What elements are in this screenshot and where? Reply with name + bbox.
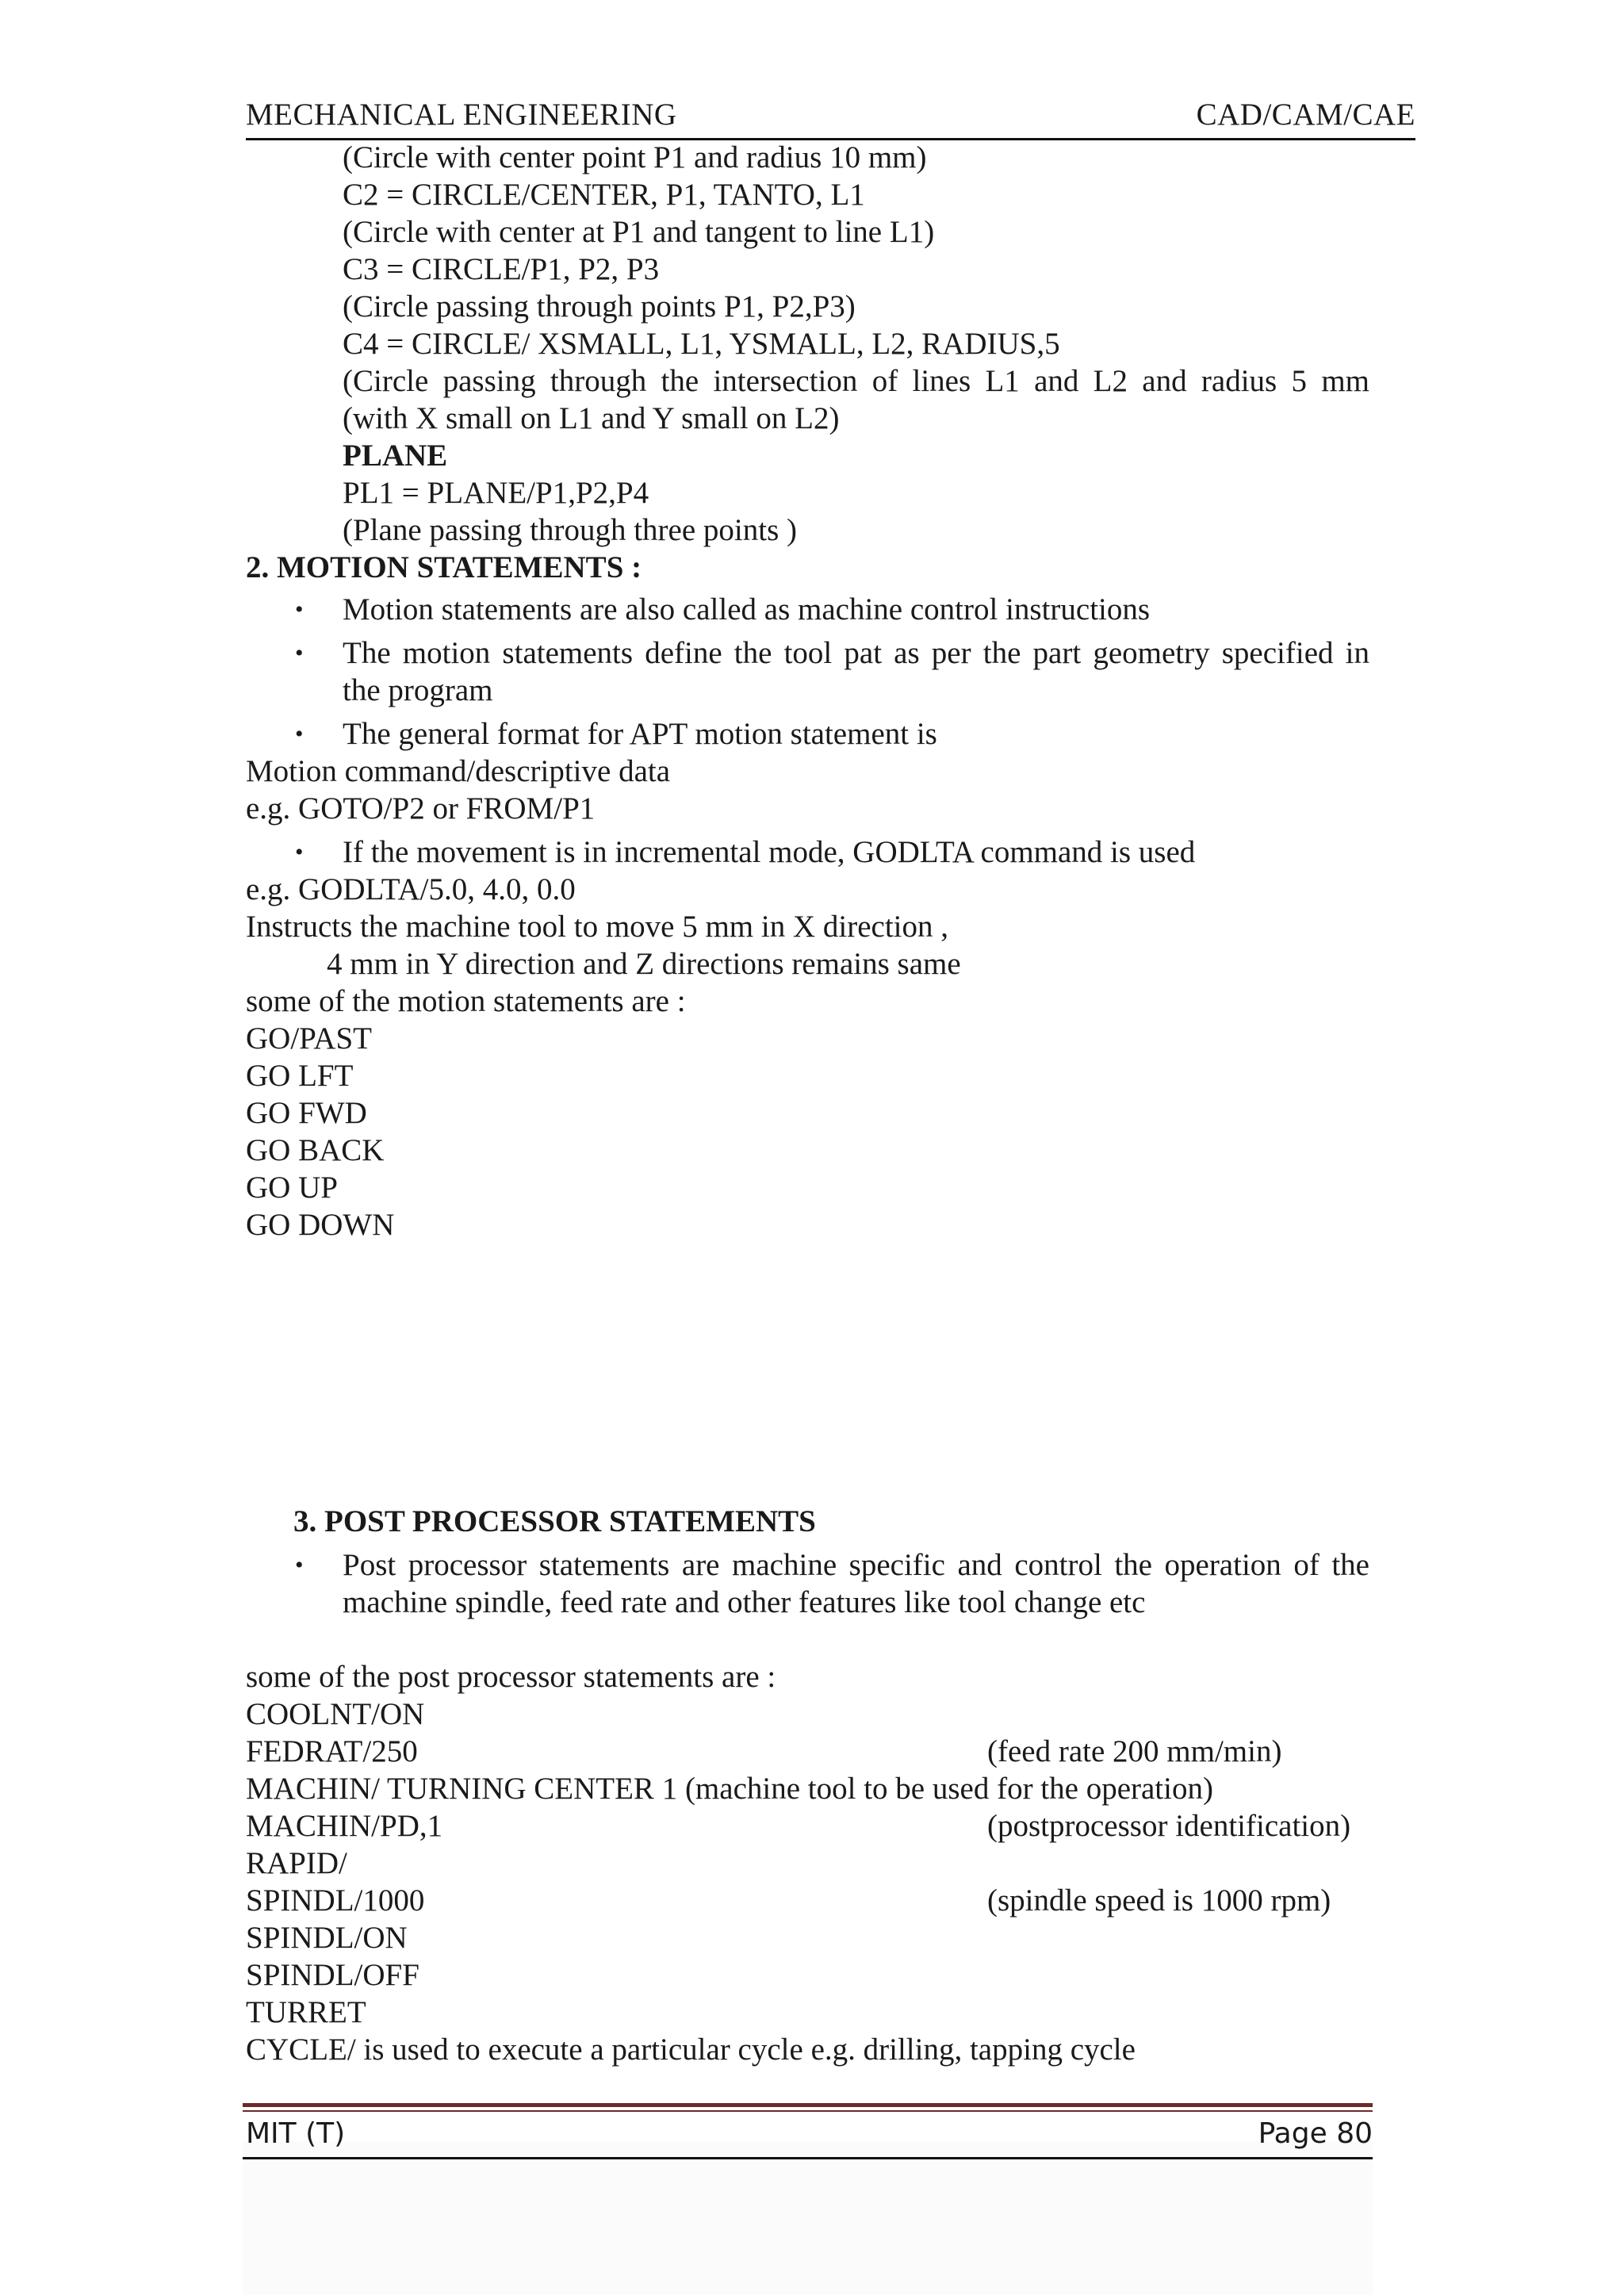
motion-list-item: GO UP — [246, 1170, 338, 1205]
footer-divider-thick — [243, 2103, 1373, 2107]
bullet-icon: • — [295, 596, 304, 623]
circle-c4-comment-cont: (with X small on L1 and Y small on L2) — [343, 401, 840, 435]
post-list-comment: (spindle speed is 1000 rpm) — [987, 1883, 1331, 1918]
bullet-motion-2-cont: the program — [343, 673, 493, 707]
motion-list-item: GO FWD — [246, 1096, 367, 1130]
post-list-intro: some of the post processor statements are : — [246, 1660, 776, 1694]
godlta-explanation-cont: 4 mm in Y direction and Z directions remains same — [327, 947, 961, 981]
circle-c2-comment: (Circle with center at P1 and tangent to line L1) — [343, 215, 935, 249]
footer-bottom-divider — [243, 2157, 1373, 2159]
bullet-motion-1: Motion statements are also called as machine control instructions — [343, 592, 1151, 626]
post-list-item: FEDRAT/250 — [246, 1734, 418, 1768]
post-list-item: TURRET — [246, 1995, 366, 2029]
post-list-comment: (postprocessor identification) — [987, 1809, 1351, 1843]
section-2-heading: 2. MOTION STATEMENTS : — [246, 550, 642, 584]
post-list-item: SPINDL/ON — [246, 1921, 408, 1955]
bullet-icon: • — [295, 1552, 304, 1578]
section-3-heading: 3. POST PROCESSOR STATEMENTS — [293, 1504, 816, 1538]
motion-list-item: GO DOWN — [246, 1208, 395, 1242]
plane-heading: PLANE — [343, 439, 448, 473]
page-bottom-shade — [243, 2141, 1373, 2295]
motion-example: e.g. GOTO/P2 or FROM/P1 — [246, 791, 596, 826]
post-list-item: RAPID/ — [246, 1846, 347, 1880]
bullet-icon: • — [295, 839, 304, 865]
circle-c2-statement: C2 = CIRCLE/CENTER, P1, TANTO, L1 — [343, 178, 865, 212]
circle-c3-statement: C3 = CIRCLE/P1, P2, P3 — [343, 252, 660, 286]
footer-institution: MIT (T) — [246, 2117, 346, 2150]
godlta-explanation: Instructs the machine tool to move 5 mm in X direction , — [246, 910, 948, 944]
post-list-item: SPINDL/1000 — [246, 1883, 425, 1918]
post-list-item: MACHIN/PD,1 — [246, 1809, 443, 1843]
bullet-post-1: Post processor statements are machine specific and control the operation of the — [343, 1548, 1369, 1582]
page-number: Page 80 — [1258, 2117, 1373, 2150]
circle-c4-statement: C4 = CIRCLE/ XSMALL, L1, YSMALL, L2, RADIUS,5 — [343, 327, 1060, 361]
bullet-post-1-cont: machine spindle, feed rate and other features like tool change etc — [343, 1585, 1146, 1619]
header-department: MECHANICAL ENGINEERING — [246, 98, 677, 132]
circle-c3-comment: (Circle passing through points P1, P2,P3) — [343, 289, 856, 324]
bullet-icon: • — [295, 640, 304, 666]
header-subject: CAD/CAM/CAE — [1196, 98, 1415, 132]
bullet-motion-2: The motion statements define the tool pat as per the part geometry specified in — [343, 636, 1369, 670]
page-header — [246, 97, 1415, 141]
motion-list-item: GO LFT — [246, 1059, 354, 1093]
footer-divider-thin — [243, 2110, 1373, 2112]
circle-c1-comment: (Circle with center point P1 and radius 10 mm) — [343, 140, 927, 174]
post-list-item: CYCLE/ is used to execute a particular cycle e.g. drilling, tapping cycle — [246, 2033, 1136, 2067]
motion-list-intro: some of the motion statements are : — [246, 984, 686, 1018]
post-list-item: MACHIN/ TURNING CENTER 1 (machine tool to be used for the operation) — [246, 1772, 1213, 1806]
motion-list-item: GO/PAST — [246, 1021, 372, 1056]
godlta-example: e.g. GODLTA/5.0, 4.0, 0.0 — [246, 872, 576, 906]
motion-format: Motion command/descriptive data — [246, 754, 671, 788]
bullet-motion-3: The general format for APT motion statement is — [343, 717, 937, 751]
post-list-item: COOLNT/ON — [246, 1697, 425, 1731]
motion-list-item: GO BACK — [246, 1133, 385, 1167]
bullet-icon: • — [295, 721, 304, 747]
page-footer — [246, 2117, 1373, 2157]
plane-statement: PL1 = PLANE/P1,P2,P4 — [343, 476, 649, 510]
circle-c4-comment: (Circle passing through the intersection of lines L1 and L2 and radius 5 mm — [343, 364, 1369, 398]
plane-comment: (Plane passing through three points ) — [343, 513, 797, 547]
post-list-comment: (feed rate 200 mm/min) — [987, 1734, 1282, 1768]
bullet-motion-4: If the movement is in incremental mode, GODLTA command is used — [343, 835, 1196, 869]
post-list-item: SPINDL/OFF — [246, 1958, 419, 1992]
